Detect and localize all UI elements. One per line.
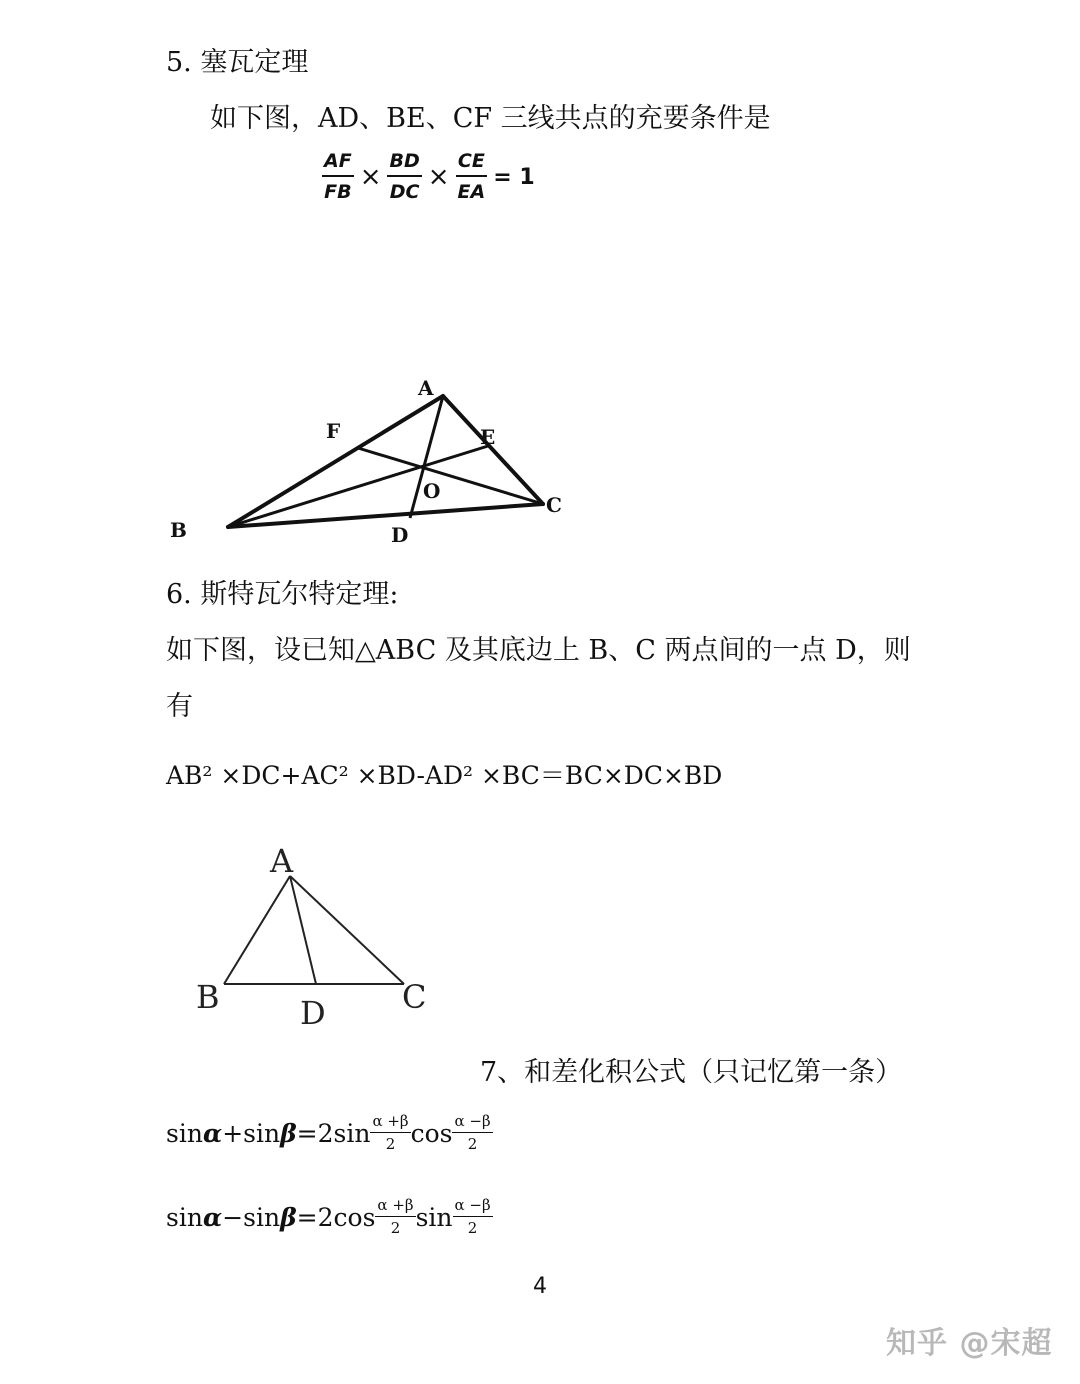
- label-a: A: [270, 842, 294, 880]
- ceva-triangle-figure: [160, 370, 580, 550]
- side-ab: [228, 396, 443, 527]
- page-number: 4: [533, 1274, 547, 1299]
- text-sin: sin: [166, 1202, 203, 1232]
- symbol-alpha: α: [202, 1202, 223, 1232]
- text-sin: sin: [415, 1202, 453, 1232]
- ceva-equation: [322, 152, 535, 202]
- cevian-be: [228, 446, 488, 527]
- stewart-formula: AB² ×DC+AC² ×BD-AD² ×BC＝BC×DC×BD: [166, 761, 723, 790]
- fraction-bd-dc: [387, 152, 421, 202]
- label-d: D: [391, 523, 409, 547]
- numerator: α +β: [370, 1114, 410, 1133]
- section-7-title: 7、和差化积公式（只记忆第一条）: [480, 1057, 903, 1088]
- denominator: DC: [389, 181, 420, 203]
- section-6-statement-line1: 如下图，设已知△ABC 及其底边上 B、C 两点间的一点 D，则: [166, 635, 911, 666]
- label-b: B: [170, 518, 187, 542]
- denominator: 2: [467, 1219, 478, 1237]
- text-eq-2cos: =2cos: [296, 1202, 376, 1232]
- denominator: 2: [385, 1135, 396, 1153]
- section-6-title: 6. 斯特瓦尔特定理:: [166, 579, 399, 610]
- label-o: O: [423, 479, 441, 503]
- fraction-sum-half: [370, 1114, 410, 1152]
- label-c: C: [546, 493, 562, 517]
- label-f: F: [326, 419, 341, 443]
- text-sin: sin: [166, 1118, 203, 1148]
- fraction-af-fb: [322, 152, 354, 202]
- text-cos: cos: [410, 1118, 453, 1148]
- section-5-statement: 如下图，AD、BE、CF 三线共点的充要条件是: [210, 103, 771, 134]
- side-ab: [224, 876, 290, 984]
- text-plus-sin: +sin: [222, 1118, 281, 1148]
- symbol-beta: β: [280, 1118, 297, 1148]
- side-bc: [228, 504, 543, 527]
- equals-one: = 1: [493, 164, 535, 190]
- numerator: α −β: [452, 1114, 492, 1133]
- denominator: FB: [324, 181, 352, 203]
- denominator: 2: [390, 1219, 401, 1237]
- fraction-ce-ea: [456, 152, 488, 202]
- times-sign: ×: [359, 162, 382, 192]
- sum-to-product-formula-2: [166, 1198, 493, 1236]
- times-sign: ×: [427, 162, 450, 192]
- watermark: 知乎 @宋超: [886, 1326, 1053, 1361]
- fraction-diff-half: [452, 1114, 492, 1152]
- text-eq-2sin: =2sin: [296, 1118, 371, 1148]
- fraction-sum-half: [375, 1198, 415, 1236]
- denominator: EA: [457, 181, 486, 203]
- numerator: AF: [322, 152, 354, 177]
- sum-to-product-formula-1: [166, 1114, 493, 1152]
- label-a: A: [418, 376, 434, 400]
- numerator: BD: [387, 152, 421, 177]
- text-minus-sin: −sin: [222, 1202, 281, 1232]
- symbol-alpha: α: [202, 1118, 223, 1148]
- stewart-triangle-figure: [190, 828, 450, 1038]
- side-ac: [290, 876, 404, 984]
- section-6-statement-line2: 有: [166, 691, 193, 722]
- symbol-beta: β: [280, 1202, 297, 1232]
- cevian-ad: [290, 876, 316, 984]
- numerator: α −β: [453, 1198, 493, 1217]
- numerator: CE: [456, 152, 487, 177]
- fraction-diff-half: [453, 1198, 493, 1236]
- section-5-title: 5. 塞瓦定理: [166, 47, 309, 78]
- denominator: 2: [467, 1135, 478, 1153]
- numerator: α +β: [375, 1198, 415, 1217]
- label-e: E: [480, 425, 496, 449]
- label-d: D: [300, 994, 326, 1032]
- label-b: B: [196, 978, 220, 1016]
- label-c: C: [402, 978, 427, 1016]
